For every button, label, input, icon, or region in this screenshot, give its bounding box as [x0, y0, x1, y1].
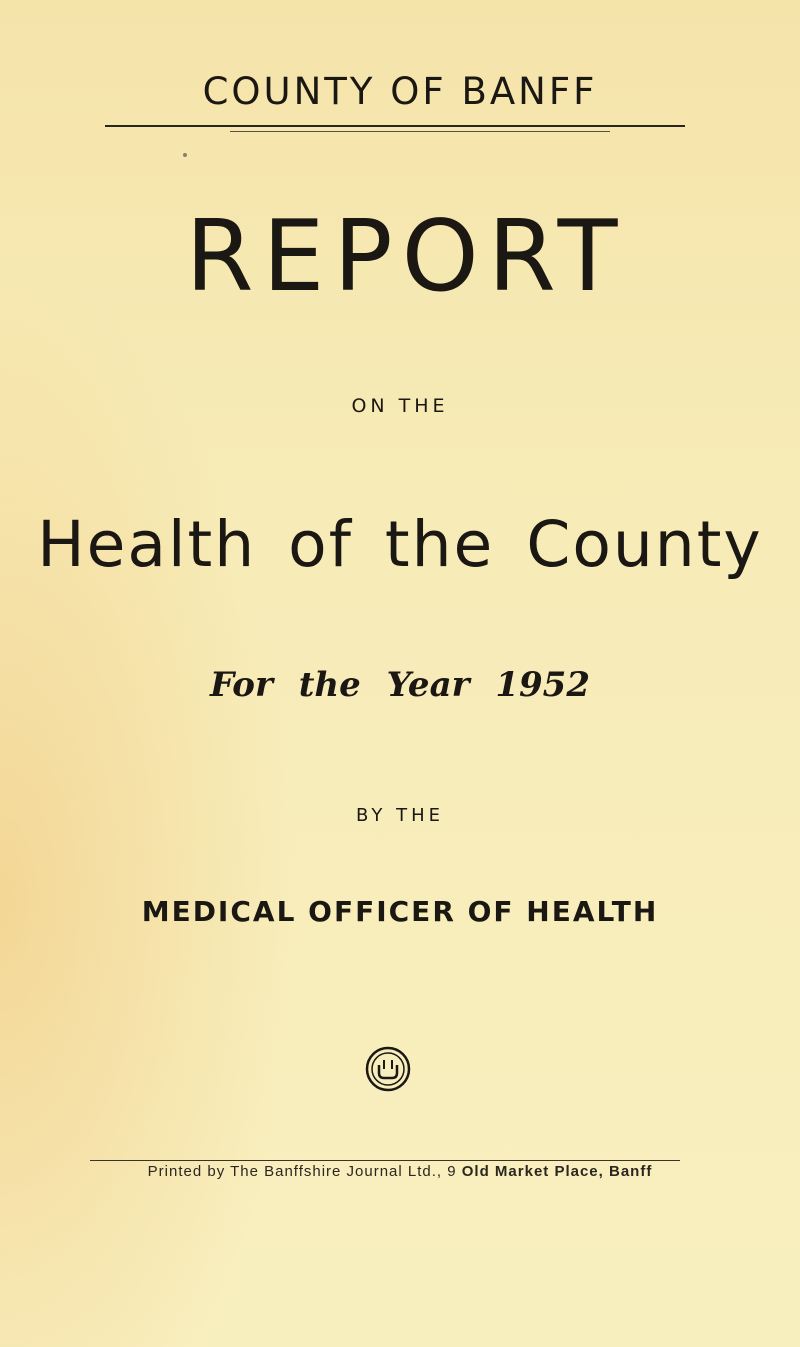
- county-heading: COUNTY OF BANFF: [202, 70, 598, 113]
- top-rule: [105, 125, 685, 127]
- subject-heading: Health of the County: [37, 508, 763, 581]
- on-the-label: ON THE: [351, 395, 449, 417]
- by-the-label: BY THE: [356, 805, 444, 826]
- speck: [183, 153, 187, 157]
- top-rule-thin: [230, 131, 610, 132]
- imprint-plain: Printed by The Banffshire Journal Ltd., 9: [147, 1163, 462, 1180]
- bottom-rule: [90, 1160, 680, 1161]
- year-line: For the Year 1952: [210, 665, 590, 705]
- author-heading: MEDICAL OFFICER OF HEALTH: [141, 895, 659, 928]
- imprint-bold: Old Market Place, Banff: [461, 1163, 653, 1180]
- printer-imprint: [0, 1163, 800, 1180]
- page-title: REPORT: [185, 200, 627, 314]
- union-mark-icon: [364, 1045, 412, 1093]
